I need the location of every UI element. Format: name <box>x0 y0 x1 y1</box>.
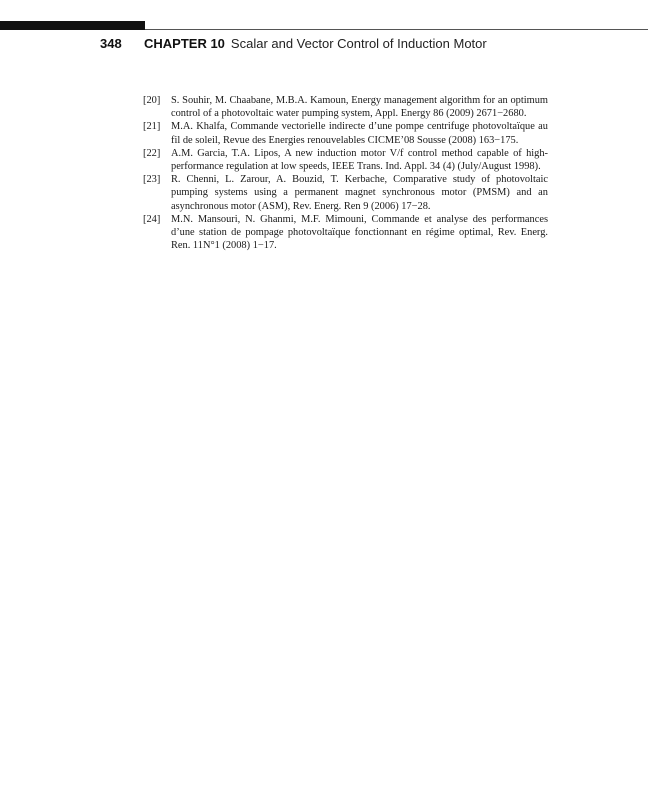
reference-text: A.M. Garcia, T.A. Lipos, A new induction motor V/f control method capable of high-performance regulation at low speeds, IEEE Trans. Ind. Appl. 34 (4) (July/August 1998). <box>171 147 548 173</box>
reference-list <box>143 94 548 252</box>
reference-text: M.A. Khalfa, Commande vectorielle indirecte d’une pompe centrifuge photovoltaïque au fil de soleil, Revue des Energies renouvelables CICME’08 Sousse (2008) 163−175. <box>171 121 548 146</box>
reference-number: [20] <box>143 95 161 106</box>
chapter-title: Scalar and Vector Control of Induction Motor <box>230 36 487 51</box>
running-head <box>100 36 487 52</box>
reference-number: [23] <box>143 174 161 186</box>
chapter-label: CHAPTER 10 <box>144 36 225 51</box>
reference-number: [21] <box>143 121 161 133</box>
header-bar <box>0 21 145 30</box>
reference-text: R. Chenni, L. Zarour, A. Bouzid, T. Kerbache, Comparative study of photovoltaic pumping systems using a permanent magnet synchronous motor (PMSM) and an asynchronous motor (ASM), Rev. Energ. Ren 9 (2006) 17−28. <box>171 174 548 212</box>
reference-item <box>143 94 548 120</box>
reference-item <box>143 213 548 253</box>
reference-number: [22] <box>143 147 161 159</box>
reference-item <box>143 120 548 146</box>
page-number: 348 <box>100 36 122 51</box>
reference-number: [24] <box>143 213 161 225</box>
header-rule <box>145 29 648 30</box>
reference-text: M.N. Mansouri, N. Ghanmi, M.F. Mimouni, Commande et analyse des performances d’une station de pompage photovoltaïque fonctionnant en régime optimal, Rev. Energ. Ren. 11N°1 (2008) 1−17. <box>171 213 548 252</box>
reference-item <box>143 173 548 213</box>
reference-text: S. Souhir, M. Chaabane, M.B.A. Kamoun, Energy management algorithm for an optimum control of a photovoltaic water pumping system, Appl. Energy 86 (2009) 2671−2680. <box>171 95 548 120</box>
reference-item <box>143 147 548 173</box>
